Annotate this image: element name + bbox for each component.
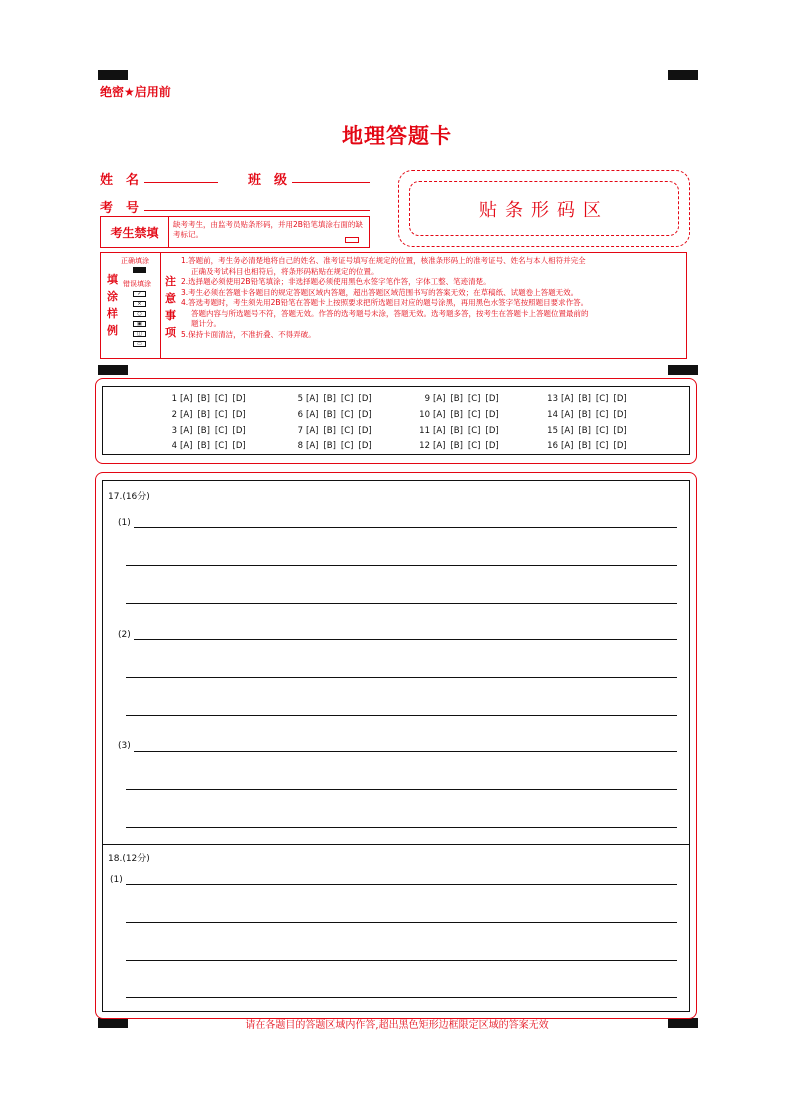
mc-option-bubble[interactable]: [B]: [323, 410, 336, 420]
mc-question-row: [163, 394, 251, 404]
wrong-fill-label: 错误填涂: [123, 280, 151, 288]
note-item: 答题内容与所选题号不符，答题无效。作答的选考题号未涂，答题无效。选考题多答，按考生在答题卡上答题位置最前的: [191, 308, 589, 318]
notes-vertical-label: 注意事项: [165, 275, 176, 339]
absent-instructions: [169, 217, 369, 247]
note-item: 正确及考试科目也相符后，将条形码粘贴在规定的位置。: [191, 266, 379, 276]
wrong-fill-mark: ✓: [133, 291, 146, 297]
mc-option-bubble[interactable]: [A]: [433, 426, 446, 436]
question-divider: [103, 844, 689, 845]
mc-option-bubble[interactable]: [C]: [340, 426, 354, 436]
mc-option-bubble[interactable]: [A]: [561, 441, 574, 451]
mc-question-row: [163, 410, 251, 420]
mc-option-bubble[interactable]: [A]: [180, 426, 193, 436]
mc-option-bubble[interactable]: [C]: [340, 394, 354, 404]
mc-option-bubble[interactable]: [B]: [197, 426, 210, 436]
mc-option-bubble[interactable]: [A]: [433, 410, 446, 420]
class-field[interactable]: [292, 169, 370, 183]
mc-option-bubble[interactable]: [D]: [485, 426, 499, 436]
mc-option-bubble[interactable]: [C]: [340, 441, 354, 451]
class-label: 班 级: [248, 173, 288, 188]
mc-option-bubble[interactable]: [C]: [214, 441, 228, 451]
mc-option-bubble[interactable]: [C]: [595, 441, 609, 451]
question-title: 18.(12分): [108, 854, 150, 864]
notes-list: [179, 253, 686, 358]
name-field[interactable]: [144, 169, 218, 183]
registration-mark-top-right: [668, 70, 698, 80]
mc-option-bubble[interactable]: [B]: [323, 394, 336, 404]
mc-question-number: 13: [547, 394, 558, 404]
mc-question-number: 3: [171, 426, 177, 436]
mc-question-row: [416, 426, 504, 436]
mc-option-bubble[interactable]: [A]: [306, 394, 319, 404]
mc-option-bubble[interactable]: [C]: [467, 410, 481, 420]
mc-option-bubble[interactable]: [D]: [613, 410, 627, 420]
mc-option-bubble[interactable]: [D]: [358, 410, 372, 420]
absent-mark-box[interactable]: [345, 237, 359, 243]
mc-option-bubble[interactable]: [B]: [450, 394, 463, 404]
mc-option-bubble[interactable]: [C]: [595, 394, 609, 404]
mc-option-bubble[interactable]: [A]: [180, 394, 193, 404]
notes-vertical: [161, 253, 179, 358]
mc-option-bubble[interactable]: [A]: [306, 426, 319, 436]
absent-box: [100, 216, 370, 248]
mc-option-bubble[interactable]: [A]: [306, 441, 319, 451]
mc-question-row: [416, 441, 504, 451]
wrong-fill-mark: ×: [133, 301, 146, 307]
answer-line[interactable]: [134, 639, 677, 640]
mc-option-bubble[interactable]: [B]: [323, 441, 336, 451]
mc-option-bubble[interactable]: [D]: [358, 441, 372, 451]
mc-question-row: [289, 426, 377, 436]
answer-line[interactable]: [134, 527, 677, 528]
mc-option-bubble[interactable]: [A]: [561, 394, 574, 404]
mc-option-bubble[interactable]: [D]: [232, 426, 246, 436]
mc-option-bubble[interactable]: [C]: [595, 410, 609, 420]
mc-question-number: 16: [547, 441, 558, 451]
exam-no-label: 考 号: [100, 201, 140, 216]
fill-example-vertical-label: 填涂样例: [107, 273, 118, 337]
mc-option-bubble[interactable]: [A]: [433, 441, 446, 451]
mc-option-bubble[interactable]: [D]: [613, 426, 627, 436]
mc-option-bubble[interactable]: [C]: [467, 394, 481, 404]
mc-question-row: [289, 394, 377, 404]
wrong-fill-mark: ▭: [133, 341, 146, 347]
mc-question-row: [544, 426, 632, 436]
mc-option-bubble[interactable]: [D]: [485, 394, 499, 404]
exam-no-field[interactable]: [144, 197, 370, 211]
sub-question-label: (3): [118, 741, 131, 751]
answer-line[interactable]: [126, 715, 677, 716]
mc-option-bubble[interactable]: [A]: [180, 441, 193, 451]
mc-question-row: [416, 394, 504, 404]
mc-question-number: 6: [297, 410, 303, 420]
barcode-label: 贴条形码区: [409, 181, 679, 236]
wrong-fill-mark: ▣: [133, 321, 146, 327]
mc-question-row: [163, 441, 251, 451]
note-item: 4.答选考题时，考生须先用2B铅笔在答题卡上按照要求把所选题目对应的题号涂黑，再用黑色水签字笔按照题目要求作答。: [181, 298, 589, 307]
sub-question-label: (2): [118, 630, 131, 640]
mc-question-row: [544, 410, 632, 420]
mc-option-bubble[interactable]: [C]: [340, 410, 354, 420]
mc-option-bubble[interactable]: [B]: [450, 441, 463, 451]
answer-line[interactable]: [134, 751, 677, 752]
mc-option-bubble[interactable]: [A]: [306, 410, 319, 420]
answer-line[interactable]: [126, 789, 677, 790]
footer-note: 请在各题目的答题区域内作答,超出黑色矩形边框限定区域的答案无效: [245, 1020, 549, 1031]
wrong-fill-examples: [133, 291, 146, 351]
mc-option-bubble[interactable]: [D]: [485, 441, 499, 451]
mc-option-bubble[interactable]: [B]: [197, 441, 210, 451]
mc-option-bubble[interactable]: [B]: [323, 426, 336, 436]
mc-option-bubble[interactable]: [C]: [214, 410, 228, 420]
mc-option-bubble[interactable]: [A]: [433, 394, 446, 404]
mc-question-number: 15: [547, 426, 558, 436]
mc-option-bubble[interactable]: [B]: [197, 394, 210, 404]
mc-question-row: [544, 394, 632, 404]
multiple-choice-section: [95, 378, 697, 464]
mc-question-number: 8: [297, 441, 303, 451]
mc-question-number: 4: [171, 441, 177, 451]
mc-option-bubble[interactable]: [D]: [358, 394, 372, 404]
mc-question-row: [163, 426, 251, 436]
mc-option-bubble[interactable]: [C]: [214, 426, 228, 436]
fill-example: [101, 253, 161, 358]
mc-option-bubble[interactable]: [D]: [613, 441, 627, 451]
mc-question-row: [416, 410, 504, 420]
mc-option-bubble[interactable]: [D]: [232, 394, 246, 404]
mc-option-bubble[interactable]: [B]: [578, 441, 591, 451]
absent-label: 考生禁填: [101, 217, 169, 247]
correct-fill-mark: [133, 267, 146, 273]
sub-question-label: (1): [110, 875, 123, 885]
answer-line[interactable]: [126, 827, 677, 828]
mc-question-number: 5: [297, 394, 303, 404]
question-title: 17.(16分): [108, 492, 150, 502]
name-label: 姓 名: [100, 173, 140, 188]
answer-line[interactable]: [126, 884, 677, 885]
mc-question-number: 1: [171, 394, 177, 404]
mc-option-bubble[interactable]: [D]: [232, 410, 246, 420]
answer-line[interactable]: [126, 603, 677, 604]
mc-question-number: 14: [547, 410, 558, 420]
page-title: 地理答题卡: [342, 124, 452, 148]
secret-label: 绝密★启用前: [100, 85, 171, 99]
mc-option-bubble[interactable]: [B]: [450, 426, 463, 436]
note-item: 1.答题前，考生务必清楚地将自己的姓名、准考证号填写在规定的位置，核准条形码上的准考证号、姓名与本人相符并完全: [181, 256, 586, 265]
mc-option-bubble[interactable]: [C]: [595, 426, 609, 436]
answer-grid: [102, 480, 690, 1012]
mc-option-bubble[interactable]: [A]: [561, 426, 574, 436]
answer-section: [95, 472, 697, 1019]
absent-text: 缺考考生，由监考员贴条形码，并用2B铅笔填涂右面的缺考标记。: [173, 220, 363, 239]
mc-question-number: 10: [419, 410, 430, 420]
mc-option-bubble[interactable]: [B]: [450, 410, 463, 420]
registration-mark-mid-right: [668, 365, 698, 375]
mc-option-bubble[interactable]: [C]: [467, 441, 481, 451]
wrong-fill-mark: ○: [133, 311, 146, 317]
mc-question-row: [289, 441, 377, 451]
note-item: 3.考生必须在答题卡各题目的规定答题区域内答题，超出答题区域范围书写的答案无效；在草稿纸、试题卷上答题无效。: [181, 287, 579, 297]
mc-option-bubble[interactable]: [B]: [578, 426, 591, 436]
note-item: 2.选择题必须使用2B铅笔填涂；非选择题必须使用黑色水签字笔作答，字体工整、笔迹清楚。: [181, 277, 491, 286]
mc-question-number: 2: [171, 410, 177, 420]
answer-line[interactable]: [126, 997, 677, 998]
mc-question-number: 12: [419, 441, 430, 451]
mc-question-number: 7: [297, 426, 303, 436]
multiple-choice-grid: [102, 386, 690, 455]
answer-line[interactable]: [126, 922, 677, 923]
registration-mark-mid-left: [98, 365, 128, 375]
wrong-fill-mark: ◫: [133, 331, 146, 337]
instructions-box: [100, 252, 687, 359]
mc-option-bubble[interactable]: [B]: [578, 410, 591, 420]
answer-line[interactable]: [126, 565, 677, 566]
barcode-area: [398, 170, 690, 247]
correct-fill-label: 正确填涂: [121, 257, 149, 265]
mc-question-number: 11: [419, 426, 430, 436]
mc-question-row: [544, 441, 632, 451]
mc-question-row: [289, 410, 377, 420]
mc-question-number: 9: [424, 394, 430, 404]
mc-option-bubble[interactable]: [D]: [485, 410, 499, 420]
mc-option-bubble[interactable]: [C]: [214, 394, 228, 404]
mc-option-bubble[interactable]: [A]: [561, 410, 574, 420]
answer-line[interactable]: [126, 677, 677, 678]
sub-question-label: (1): [118, 518, 131, 528]
mc-option-bubble[interactable]: [C]: [467, 426, 481, 436]
registration-mark-top-left: [98, 70, 128, 80]
answer-line[interactable]: [126, 960, 677, 961]
mc-option-bubble[interactable]: [D]: [358, 426, 372, 436]
mc-option-bubble[interactable]: [B]: [578, 394, 591, 404]
mc-option-bubble[interactable]: [B]: [197, 410, 210, 420]
mc-option-bubble[interactable]: [A]: [180, 410, 193, 420]
mc-option-bubble[interactable]: [D]: [232, 441, 246, 451]
mc-option-bubble[interactable]: [D]: [613, 394, 627, 404]
note-item: 题计分。: [191, 319, 221, 328]
note-item: 5.保持卡面清洁，不准折叠、不得弄破。: [181, 329, 316, 339]
